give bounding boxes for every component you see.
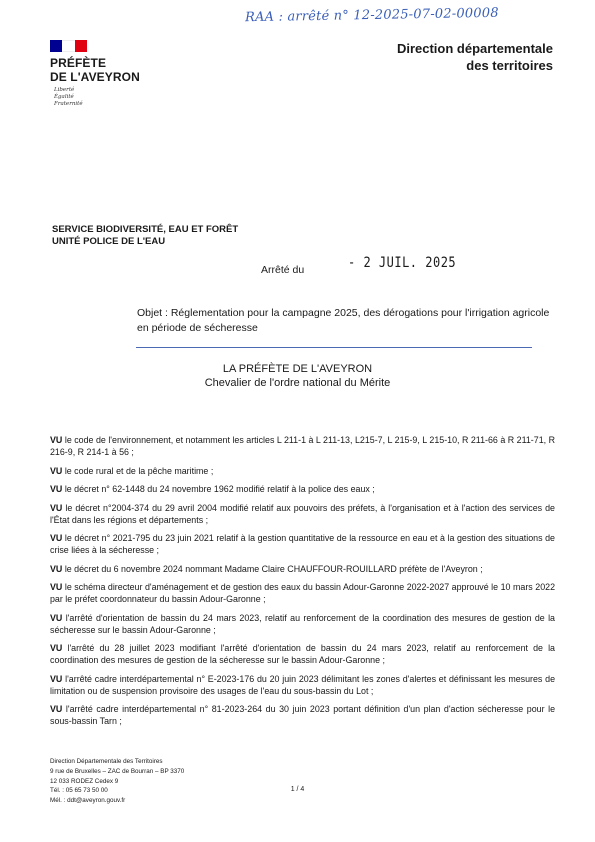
vu-prefix: VU <box>50 533 63 543</box>
direction-line2: des territoires <box>466 58 553 73</box>
marianne-flag-logo <box>50 40 87 52</box>
page-number: 1 / 4 <box>290 786 305 793</box>
vu-item <box>50 434 555 458</box>
vu-item <box>50 673 555 697</box>
vu-prefix: VU <box>50 704 63 714</box>
service-line2: UNITÉ POLICE DE L'EAU <box>52 236 166 247</box>
motto-fraternite: Fraternité <box>54 101 83 107</box>
vu-item <box>50 612 555 636</box>
motto-liberte: Liberté <box>54 87 75 93</box>
vu-item <box>50 483 555 495</box>
vu-item <box>50 642 555 666</box>
raa-stamp: RAA : arrêté n° 12-2025-07-02-00008 <box>244 5 499 26</box>
prefecture-logo-text <box>50 56 140 84</box>
vu-text: le code de l'environnement, et notamment les articles L 211-1 à L 211-13, L215-7, L 215-9, L 215-10, R 211-66 à R 211-71, R 216-9, R 214-1 à 56 ; <box>50 435 556 457</box>
vu-item <box>50 581 555 605</box>
footer-line2: 9 rue de Bruxelles – ZAC de Bourran – BP 3370 <box>50 767 185 775</box>
vu-prefix: VU <box>50 484 63 494</box>
vu-item <box>50 703 555 727</box>
vu-text: le décret n°2004-374 du 29 avril 2004 modifié relatif aux pouvoirs des préfets, à l'organisation et à l'action des services de l'État dans les régions et départements ; <box>50 502 555 525</box>
vu-text: le décret du 6 novembre 2024 nommant Madame Claire CHAUFFOUR-ROUILLARD préfète de l'Aveyron ; <box>64 563 483 574</box>
footer-address <box>50 757 184 806</box>
vu-text: l'arrêté cadre interdépartemental n° E-2023-176 du 20 juin 2023 délimitant les zones d'alertes et définissant les mesures de limitation ou de suspension provisoire des usages de l'eau du sous-bassin du Lot ; <box>50 673 556 696</box>
vu-prefix: VU <box>50 563 63 574</box>
arrete-date-stamp: - 2 JUIL. 2025 <box>348 253 457 271</box>
footer-line1: Direction Départementale des Territoires <box>50 758 163 765</box>
direction-header <box>397 40 553 74</box>
motto-egalite: Égalité <box>54 94 74 100</box>
divider <box>136 347 532 348</box>
authority-subtitle: Chevalier de l'ordre national du Mérite <box>204 377 391 389</box>
vu-prefix: VU <box>50 612 63 623</box>
vu-item <box>50 465 555 477</box>
prefecture-line1: PRÉFÈTE <box>50 56 107 70</box>
vu-prefix: VU <box>50 673 63 684</box>
vu-prefix: VU <box>50 582 63 592</box>
vu-item <box>50 502 555 526</box>
vu-prefix: VU <box>50 435 63 445</box>
authority-title: LA PRÉFÈTE DE L'AVEYRON <box>222 363 373 375</box>
footer-line3: 12 033 RODEZ Cedex 9 <box>50 777 119 785</box>
vu-text: le décret n° 2021-795 du 23 juin 2021 relatif à la gestion quantitative de la ressource en eau et à la gestion des situations de crise liées à la sécheresse ; <box>50 533 555 555</box>
vu-list <box>50 434 555 734</box>
footer-phone: Tél. : 05 65 73 50 00 <box>50 787 108 795</box>
vu-text: le décret n° 62-1448 du 24 novembre 1962 modifié relatif à la police des eaux ; <box>64 484 375 494</box>
footer-email[interactable]: Mél. : ddt@aveyron.gouv.fr <box>50 797 126 805</box>
vu-item <box>50 563 555 575</box>
objet-text: Objet : Réglementation pour la campagne 2025, des dérogations pour l'irrigation agricole en période de sécheresse <box>137 307 550 334</box>
vu-text: le code rural et de la pêche maritime ; <box>64 465 214 476</box>
republic-motto <box>54 87 83 108</box>
prefecture-line2: DE L'AVEYRON <box>50 70 140 84</box>
vu-text: l'arrêté cadre interdépartemental n° 81-2023-264 du 30 juin 2023 portant définition d'un plan d'action sécheresse pour le sous-bassin Tarn ; <box>50 704 556 726</box>
vu-prefix: VU <box>50 502 63 513</box>
direction-line1: Direction départementale <box>396 41 553 56</box>
vu-prefix: VU <box>50 643 63 653</box>
vu-text: l'arrêté d'orientation de bassin du 24 mars 2023, relatif au renforcement de la coordination des mesures de gestion de la sécheresse sur le bassin Adour-Garonne ; <box>50 612 555 635</box>
service-line1: SERVICE BIODIVERSITÉ, EAU ET FORÊT <box>52 224 239 235</box>
vu-text: l'arrêté du 28 juillet 2023 modifiant l'arrêté d'orientation de bassin du 24 mars 2023, relatif au renforcement de la coordination des mesures de gestion de la sécheresse sur le bassin Adour-Garonne ; <box>50 643 555 665</box>
vu-text: le schéma directeur d'aménagement et de gestion des eaux du bassin Adour-Garonne 2022-2027 approuvé le 10 mars 2022 par le préfet coordonnateur du bassin Adour-Garonne ; <box>50 582 556 604</box>
vu-prefix: VU <box>50 465 63 476</box>
arrete-label: Arrêté du <box>261 264 305 276</box>
service-block <box>52 224 238 248</box>
vu-item <box>50 532 555 556</box>
